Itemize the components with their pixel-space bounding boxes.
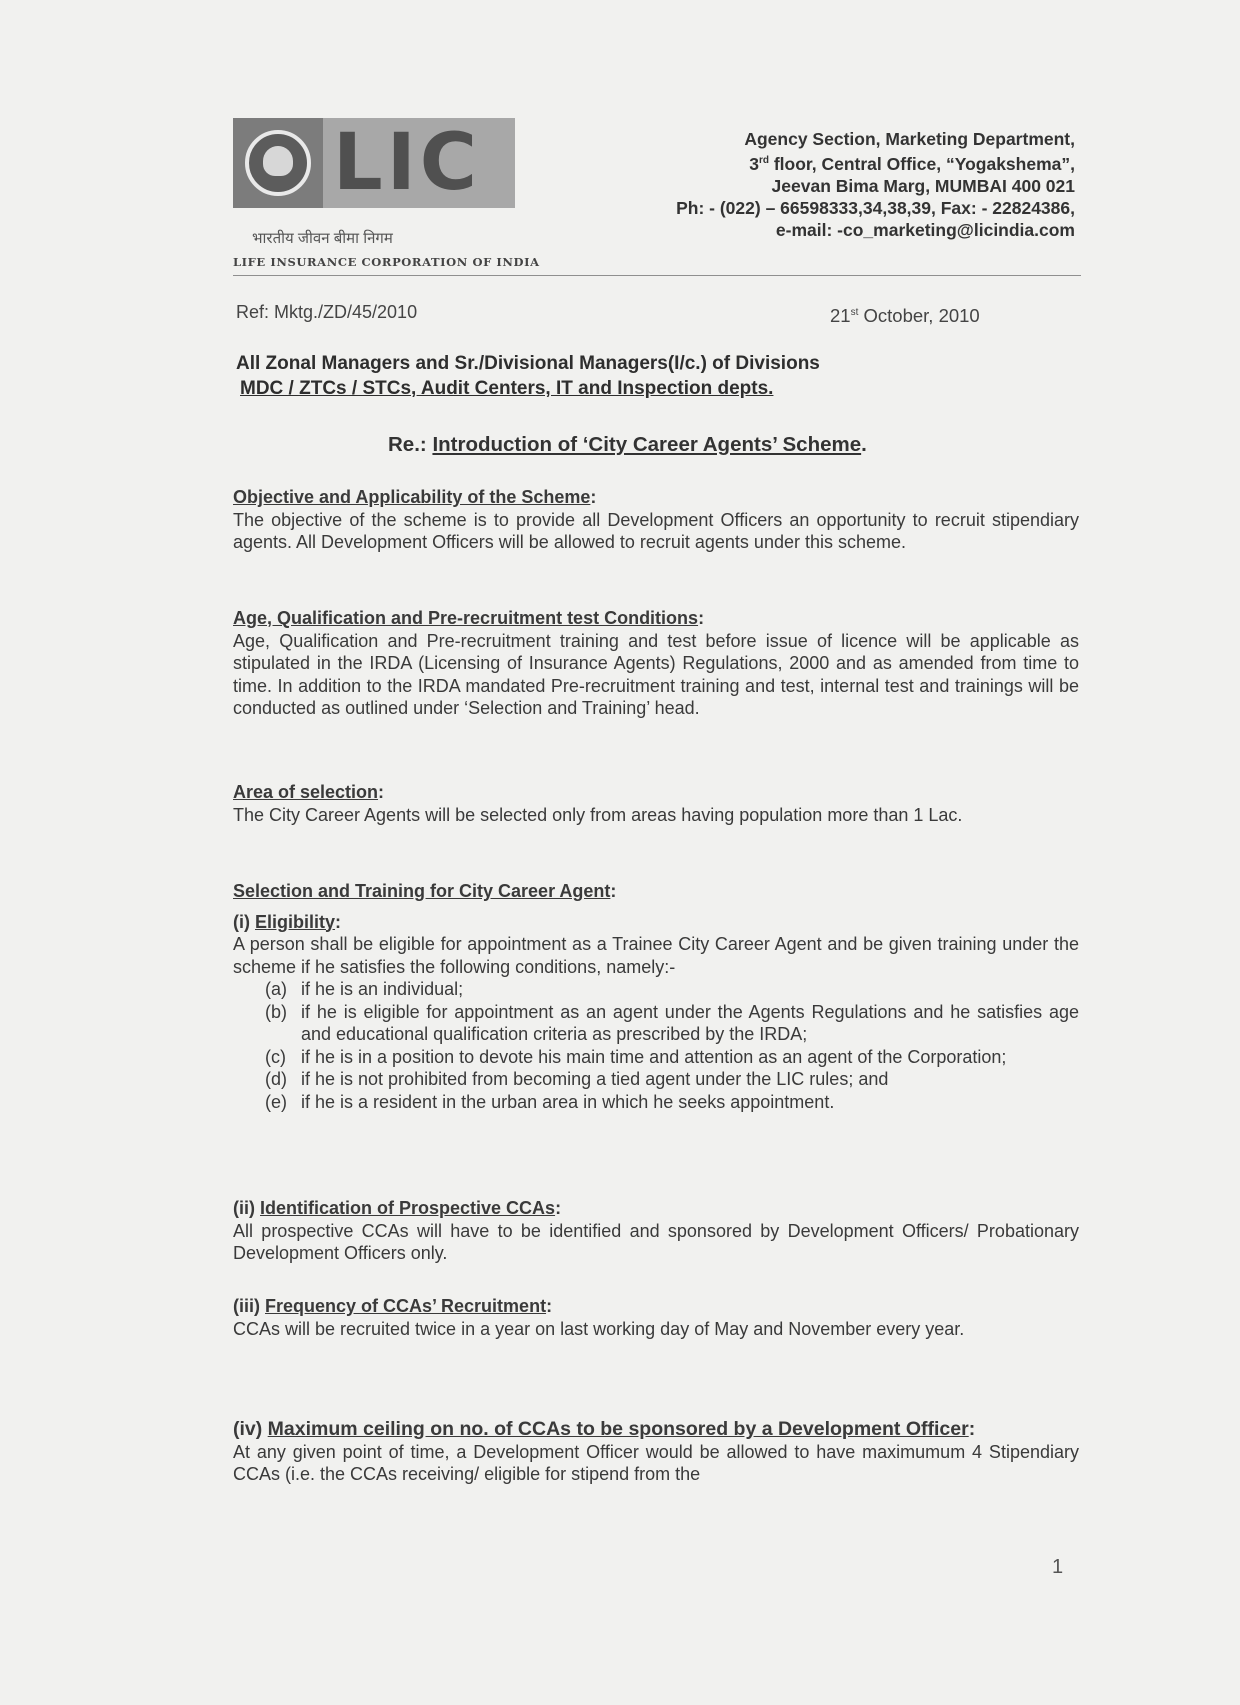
subsection-body: At any given point of time, a Development Officer would be allowed to have maximumum 4 Stipendiary CCAs (i.e. the CCAs receiving/ eligible for stipend from the: [233, 1441, 1079, 1484]
section-area: [233, 781, 1079, 826]
section-heading: Selection and Training for City Career Agent:: [233, 881, 617, 901]
subsection-heading: (i) Eligibility:: [233, 911, 342, 932]
section-ceiling: [233, 1418, 1079, 1486]
hindi-corp-name: भारतीय जीवन बीमा निगम: [252, 230, 393, 247]
subsection-body: All prospective CCAs will have to be identified and sponsored by Development Officers/ Probationary Development Officers only.: [233, 1220, 1079, 1263]
subsection-heading: (iii) Frequency of CCAs’ Recruitment:: [233, 1296, 553, 1316]
subsection-heading: (ii) Identification of Prospective CCAs:: [233, 1198, 562, 1218]
section-selection: [233, 880, 1079, 1113]
section-age-qualification: [233, 607, 1079, 720]
section-identification: [233, 1197, 1079, 1265]
section-body: The objective of the scheme is to provide all Development Officers an opportunity to recruit stipendiary agents. All Development Officers will be allowed to recruit agents under this scheme.: [233, 509, 1079, 552]
subsection-heading: (iv) Maximum ceiling on no. of CCAs to be sponsored by a Development Officer:: [233, 1418, 976, 1440]
section-heading: Objective and Applicability of the Scheme:: [233, 487, 597, 507]
list-item: (d) if he is not prohibited from becoming a tied agent under the LIC rules; and: [265, 1069, 889, 1089]
list-item: (c) if he is in a position to devote his main time and attention as an agent of the Corporation;: [265, 1046, 1007, 1067]
emblem-icon: [233, 118, 323, 208]
section-objective: [233, 486, 1079, 554]
section-body: Age, Qualification and Pre-recruitment training and test before issue of licence will be applicable as stipulated in the IRDA (Licensing of Insurance Agents) Regulations, 2000 and as amended from time to time. In addition to the IRDA mandated Pre-recruitment training and test, internal test and trainings will be conducted as outlined under ‘Selection and Training’ head.: [233, 630, 1079, 718]
page-number: 1: [1052, 1556, 1064, 1578]
corp-name: LIFE INSURANCE CORPORATION OF INDIA: [233, 255, 540, 269]
subject-line: Re.: Introduction of ‘City Career Agents’ Scheme.: [388, 433, 867, 456]
address-line: 3rd floor, Central Office, “Yogakshema”,: [749, 153, 1075, 174]
address-line: Ph: - (022) – 66598333,34,38,39, Fax: - 22824386,: [676, 197, 1075, 218]
eligibility-list: [265, 978, 1079, 1113]
address-email: e-mail: -co_marketing@licindia.com: [775, 219, 1075, 240]
recipients: [236, 351, 820, 401]
logo-text: LIC: [333, 118, 481, 208]
recipients-line: MDC / ZTCs / STCs, Audit Centers, IT and Inspection depts.: [240, 378, 774, 399]
letter-date: 21st October, 2010: [830, 305, 980, 326]
address-block: [676, 128, 1075, 241]
recipients-line: All Zonal Managers and Sr./Divisional Managers(I/c.) of Divisions: [236, 353, 820, 374]
address-line: Agency Section, Marketing Department,: [744, 129, 1075, 149]
section-heading: Age, Qualification and Pre-recruitment test Conditions:: [233, 608, 705, 628]
section-frequency: [233, 1295, 1079, 1340]
subsection-body: A person shall be eligible for appointment as a Trainee City Career Agent and be given training under the scheme if he satisfies the following conditions, namely:-: [233, 934, 1079, 977]
subsection-body: CCAs will be recruited twice in a year on last working day of May and November every year.: [233, 1318, 965, 1339]
section-body: The City Career Agents will be selected only from areas having population more than 1 Lac.: [233, 804, 963, 825]
list-item: (b) if he is eligible for appointment as an agent under the Agents Regulations and he satisfies age and educational qualification criteria as prescribed by the IRDA;: [265, 1001, 1079, 1044]
lic-logo: [233, 118, 515, 208]
address-line: Jeevan Bima Marg, MUMBAI 400 021: [771, 175, 1075, 196]
list-item: (e) if he is a resident in the urban area in which he seeks appointment.: [265, 1091, 835, 1112]
reference-number: Ref: Mktg./ZD/45/2010: [236, 302, 418, 322]
header-divider: [233, 275, 1081, 276]
list-item: (a) if he is an individual;: [265, 979, 464, 999]
section-heading: Area of selection:: [233, 782, 385, 802]
